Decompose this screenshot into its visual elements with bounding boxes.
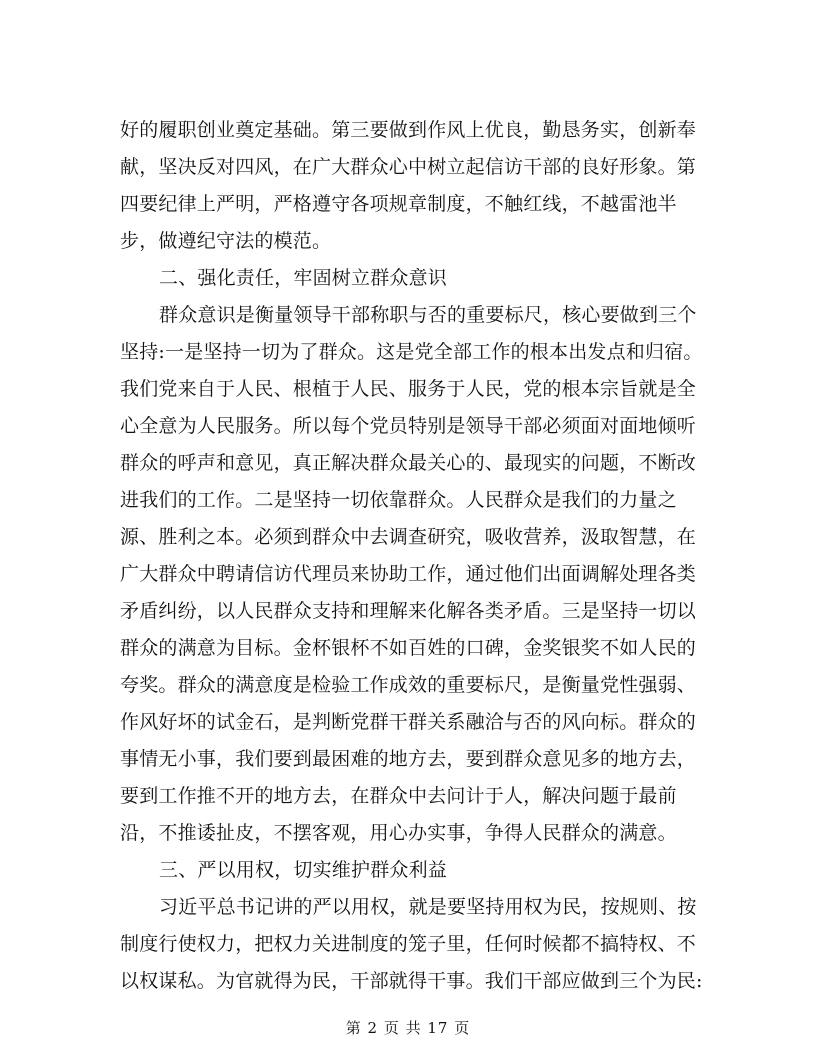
body-line: 广大群众中聘请信访代理员来协助工作，通过他们出面调解处理各类 [120,563,697,585]
body-line: 我们党来自于人民、根植于人民、服务于人民，党的根本宗旨就是全 [120,378,697,400]
body-line: 源、胜利之本。必须到群众中去调查研究，吸收营养，汲取智慧，在 [120,526,697,548]
body-line: 制度行使权力，把权力关进制度的笼子里，任何时候都不搞特权、不 [120,933,697,955]
body-line: 坚持:一是坚持一切为了群众。这是党全部工作的根本出发点和归宿。 [120,341,703,363]
body-line: 以权谋私。为官就得为民，干部就得干事。我们干部应做到三个为民: [120,970,703,992]
body-line: 群众的呼声和意见，真正解决群众最关心的、最现实的问题，不断改 [120,452,697,474]
body-line: 作风好坏的试金石，是判断党群干群关系融洽与否的风向标。群众的 [120,711,697,733]
body-line: 夸奖。群众的满意度是检验工作成效的重要标尺，是衡量党性强弱、 [120,674,697,696]
body-line: 要到工作推不开的地方去，在群众中去问计于人，解决问题于最前 [120,785,677,807]
page-footer: 第 2 页 共 17 页 [345,1019,471,1037]
body-line: 步，做遵纪守法的模范。 [120,230,332,252]
body-line: 四要纪律上严明，严格遵守各项规章制度，不触红线，不越雷池半 [120,193,677,215]
section-heading: 三、严以用权，切实维护群众利益 [159,859,448,881]
body-line: 习近平总书记讲的严以用权，就是要坚持用权为民，按规则、按 [159,896,697,918]
body-line: 心全意为人民服务。所以每个党员特别是领导干部必须面对面地倾听 [120,415,697,437]
body-line: 群众意识是衡量领导干部称职与否的重要标尺，核心要做到三个 [159,304,697,326]
body-line: 矛盾纠纷，以人民群众支持和理解来化解各类矛盾。三是坚持一切以 [120,600,697,622]
body-line: 事情无小事，我们要到最困难的地方去，要到群众意见多的地方去， [120,748,697,770]
body-line: 沿，不推诿扯皮，不摆客观，用心办实事，争得人民群众的满意。 [120,822,677,844]
body-line: 献，坚决反对四风，在广大群众心中树立起信访干部的良好形象。第 [120,156,697,178]
section-heading: 二、强化责任，牢固树立群众意识 [159,267,448,289]
body-line: 群众的满意为目标。金杯银杯不如百姓的口碑，金奖银奖不如人民的 [120,637,697,659]
body-line: 好的履职创业奠定基础。第三要做到作风上优良，勤恳务实，创新奉 [120,119,697,141]
body-line: 进我们的工作。二是坚持一切依靠群众。人民群众是我们的力量之 [120,489,677,511]
